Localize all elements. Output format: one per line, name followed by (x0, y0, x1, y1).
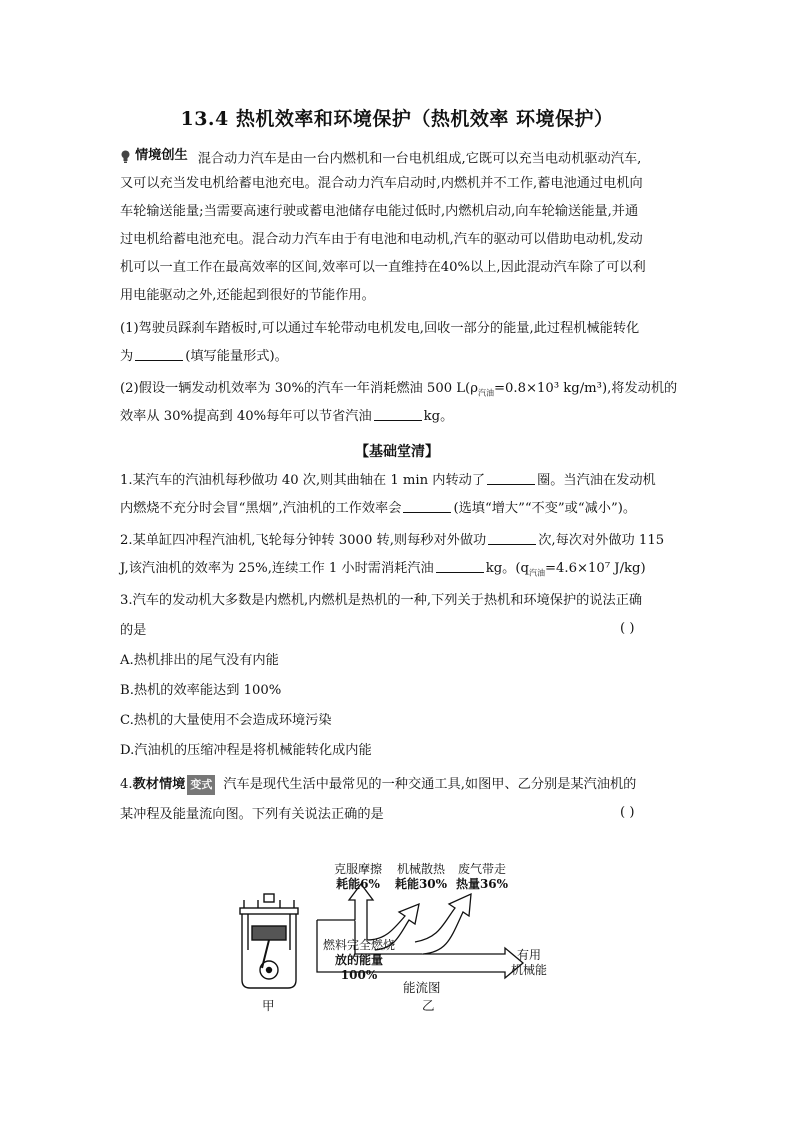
answer-blank[interactable] (436, 560, 484, 573)
p4-line-1 (120, 775, 680, 795)
p3-option-b: B.热机的效率能达到 100% (120, 683, 282, 698)
p2-line-1 (120, 531, 680, 551)
p3-option-d: D.汽油机的压缩冲程是将机械能转化成内能 (120, 743, 372, 758)
exhaust-loss-l1: 废气带走 (457, 862, 506, 876)
section-title: 【基础堂清】 (355, 444, 439, 460)
heat-loss-l2: 耗能30% (394, 877, 448, 891)
q2-line-1 (120, 379, 680, 404)
p2-line-2 (120, 559, 680, 584)
context-line-3: 车轮输送能量;当需要高速行驶或蓄电池储存电能过低时,内燃机启动,向车轮输送能量,并通 (120, 204, 639, 219)
q2-text-c: 效率从 30%提高到 40%每年可以节省汽油 (120, 409, 372, 424)
page-title: 13.4 热机效率和环境保护（热机效率 环境保护） (180, 108, 614, 130)
answer-blank[interactable] (487, 472, 535, 485)
p4-line-2: 某冲程及能量流向图。下列有关说法正确的是 (120, 807, 384, 822)
answer-blank[interactable] (374, 408, 422, 421)
q1-line-2 (120, 347, 680, 367)
p1-text-c: 内燃烧不充分时会冒“黑烟”,汽油机的工作效率会 (120, 501, 402, 516)
engine-cylinder-diagram (238, 890, 300, 990)
answer-blank[interactable] (135, 348, 183, 361)
answer-paren[interactable]: ( ) (620, 621, 635, 636)
context-badge (120, 146, 188, 166)
input-l1: 燃料完全燃烧 (322, 938, 395, 952)
context-text: 混合动力汽车是由一台内燃机和一台电机组成,它既可以充当电动机驱动汽车, (197, 151, 642, 167)
p2-text-a: 2.某单缸四冲程汽油机,飞轮每分钟转 3000 转,则每秒对外做功 (120, 533, 487, 548)
p3-option-a: A.热机排出的尾气没有内能 (120, 653, 279, 668)
p1-line-1 (120, 471, 680, 491)
friction-loss-label (330, 862, 386, 892)
p2-text-c: J,该汽油机的效率为 25%,连续工作 1 小时需消耗汽油 (120, 561, 434, 576)
q1-text-b: (填写能量形式)。 (185, 349, 288, 364)
answer-blank[interactable] (403, 500, 451, 513)
p1-text-a: 1.某汽车的汽油机每秒做功 40 次,则其曲轴在 1 min 内转动了 (120, 473, 486, 488)
context-line-6: 用电能驱动之外,还能起到很好的节能作用。 (120, 288, 375, 303)
textbook-tag: 教材情境 (132, 777, 186, 792)
p1-text-b: 圈。当汽油在发动机 (537, 473, 656, 488)
q2-subscript: 汽油 (477, 388, 494, 398)
useful-energy-label (506, 948, 552, 978)
p4-text: 汽车是现代生活中最常见的一种交通工具,如图甲、乙分别是某汽油机的 (223, 777, 637, 792)
p1-line-2 (120, 499, 680, 519)
exhaust-loss-l2: 热量36% (455, 877, 509, 891)
q2-text-d: kg。 (423, 409, 454, 424)
q1-line-1: (1)驾驶员踩刹车踏板时,可以通过车轮带动电机发电,回收一部分的能量,此过程机械能转化 (120, 321, 640, 336)
input-energy-label (318, 938, 400, 983)
q2-text-a: (2)假设一辆发动机效率为 30%的汽车一年消耗燃油 500 L(ρ (120, 381, 478, 396)
heat-loss-l1: 机械散热 (396, 862, 445, 876)
p3-option-c: C.热机的大量使用不会造成环境污染 (120, 713, 332, 728)
lightbulb-icon (120, 150, 131, 163)
context-badge-label: 情境创生 (135, 148, 188, 163)
p2-text-e: =4.6×10⁷ J/kg) (544, 561, 646, 576)
context-line-1 (120, 146, 680, 170)
q2-text-b: =0.8×10³ kg/m³),将发动机的 (493, 381, 678, 396)
useful-l1: 有用 (516, 948, 541, 962)
heat-dissipation-label (393, 862, 449, 892)
variant-tag: 变式 (187, 775, 215, 795)
figure-label-yi: 乙 (422, 998, 435, 1013)
p2-subscript: 汽油 (528, 568, 545, 578)
context-line-5: 机可以一直工作在最高效率的区间,效率可以一直维持在40%以上,因此混动汽车除了可以利 (120, 260, 646, 275)
q1-text-a: 为 (120, 349, 134, 364)
flow-chart-title: 能流图 (403, 980, 441, 995)
p4-number: 4. (120, 777, 133, 792)
input-l2: 放的能量100% (334, 953, 383, 982)
q2-line-2 (120, 407, 680, 427)
p2-text-b: 次,每次对外做功 115 (538, 533, 665, 548)
friction-loss-l2: 耗能6% (336, 877, 380, 891)
friction-loss-l1: 克服摩擦 (333, 862, 382, 876)
p3-line-2: 的是 (120, 623, 147, 638)
figure-label-jia: 甲 (262, 998, 275, 1013)
useful-l2: 机械能 (510, 963, 547, 977)
answer-paren[interactable]: ( ) (620, 805, 635, 820)
answer-blank[interactable] (488, 532, 536, 545)
p3-line-1: 3.汽车的发动机大多数是内燃机,内燃机是热机的一种,下列关于热机和环境保护的说法正确 (120, 593, 643, 608)
exhaust-loss-label (454, 862, 510, 892)
p1-text-d: (选填“增大”“不变”或“减小”)。 (453, 501, 637, 516)
context-line-2: 又可以充当发电机给蓄电池充电。混合动力汽车启动时,内燃机并不工作,蓄电池通过电机向 (120, 176, 643, 191)
p2-text-d: kg。(q (485, 561, 529, 576)
context-line-4: 过电机给蓄电池充电。混合动力汽车由于有电池和电动机,汽车的驱动可以借助电动机,发动 (120, 232, 643, 247)
